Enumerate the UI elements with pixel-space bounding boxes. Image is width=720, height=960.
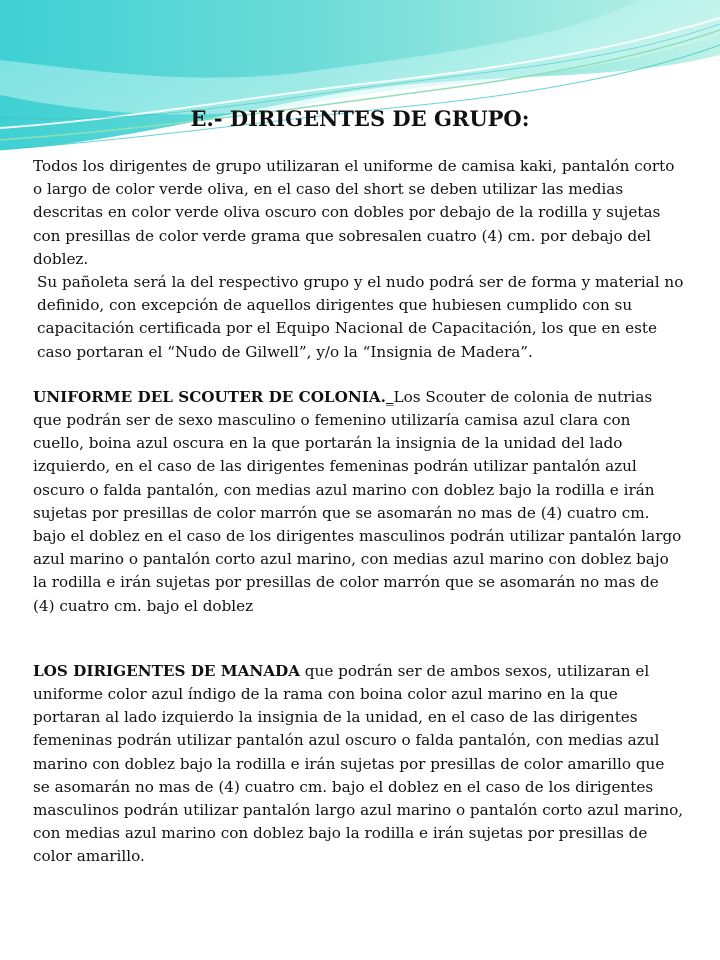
section-manada xyxy=(33,660,685,869)
section-colonia-text: Los Scouter de colonia de nutrias que podrán ser de sexo masculino o femenino utilizaría camisa azul clara con cuello, boina azul oscura en la que portarán la insignia de la unidad del lado izquierdo, en el caso de las dirigentes femeninas podrán utilizar pantalón azul oscuro o falda pantalón, con medias azul marino con doblez bajo la rodilla e irán sujetas por presillas de color marrón que se asomarán no mas de (4) cuatro cm. bajo el doblez en el caso de los dirigentes masculinos podrán utilizar pantalón largo azul marino o pantalón corto azul marino, con medias azul marino con doblez bajo la rodilla e irán sujetas por presillas de color marrón que se asomarán no mas de (4) cuatro cm. bajo el doblez xyxy=(33,387,682,615)
section-manada-text: que podrán ser de ambos sexos, utilizaran el uniforme color azul índigo de la rama con boina color azul marino en la que portaran al lado izquierdo la insignia de la unidad, en el caso de las dirigentes femeninas podrán utilizar pantalón azul oscuro o falda pantalón, con medias azul marino con doblez bajo la rodilla e irán sujetas por presillas de color amarillo que se asomarán no mas de (4) cuatro cm. bajo el doblez en el caso de los dirigentes masculinos podrán utilizar pantalón largo azul marino o pantalón corto azul marino, con medias azul marino con doblez bajo la rodilla e irán sujetas por presillas de color amarillo. xyxy=(33,661,684,866)
slide-body xyxy=(33,155,685,869)
section-colonia-heading: UNIFORME DEL SCOUTER DE COLONIA. xyxy=(33,387,386,406)
section-colonia xyxy=(33,386,685,618)
header-wave-decoration xyxy=(0,0,720,160)
section-colonia-underscore: _ xyxy=(385,387,394,406)
paragraph-group-leaders-uniform: Todos los dirigentes de grupo utilizaran el uniforme de camisa kaki, pantalón corto o largo de color verde oliva, en el caso del short se deben utilizar las medias descritas en color verde oliva oscuro con dobles por debajo de la rodilla y sujetas con presillas de color verde grama que sobresalen cuatro (4) cm. por debajo del doblez. xyxy=(33,157,675,268)
paragraph-neckerchief: Su pañoleta será la del respectivo grupo y el nudo podrá ser de forma y material no definido, con excepción de aquellos dirigentes que hubiesen cumplido con su capacitación certificada por el Equipo Nacional de Capacitación, los que en este caso portaran el “Nudo de Gilwell”, y/o la “Insignia de Madera”. xyxy=(37,273,684,361)
slide-title: E.- DIRIGENTES DE GRUPO: xyxy=(190,106,530,131)
section-manada-heading: LOS DIRIGENTES DE MANADA xyxy=(33,661,300,680)
